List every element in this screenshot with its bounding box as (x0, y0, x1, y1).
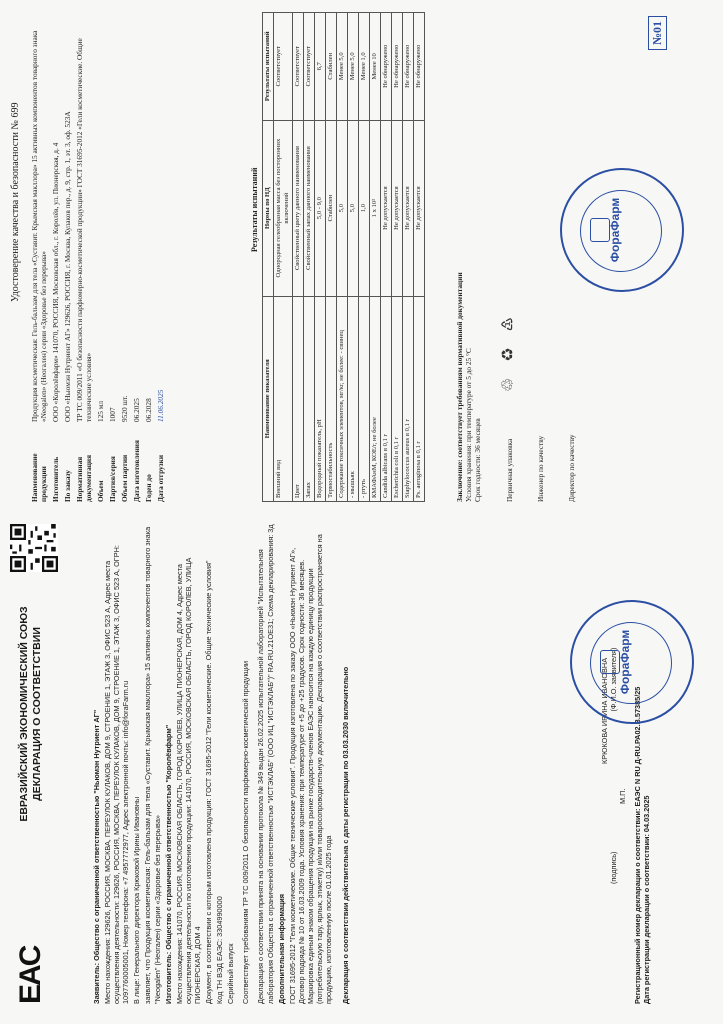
info-value: 125 мл (96, 400, 105, 422)
shelf-life: Срок годности: 36 месяцев (473, 418, 482, 502)
table-row (414, 13, 425, 502)
certificate-info (30, 12, 168, 502)
info-value: ООО «Ньюмэн Нутриент АГ» 129626, РОССИЯ, г. Москва, Кулаков пер., д. 9, стр. 1, эт. 3, оф. 523А (63, 111, 72, 422)
additional-info: ГОСТ 31695-2012 "Гели косметические. Общие технические условия". Продукция изготовлена по заказу ООО «Ньюмэн Нутриент АГ», Договор подряда № 10 от 16.03.2009 года. Условия хранения: при температуре от +5 до +25 градусов. Срок годности: 36 месяцев. Маркировка единым знаком обращения продукции на рынке государств-членов ЕАЭС наносится на каждую единицу продукции (потребительскую тару, ярлык, этикетку) и/или товаросопроводительную документацию. Декларация о соответствии распространяется на продукцию, изготовленную после 01.01.2025 года (287, 534, 334, 1004)
info-value: ТР ТС 009/2011 «О безопасности парфюмерно-косметической продукции» ГОСТ 31695-2012 «Гели косметические. Общие технические условия» (75, 38, 93, 422)
info-label: Объем партии (120, 454, 129, 502)
results-table (262, 12, 425, 502)
company-stamp (570, 600, 694, 724)
stamp-text: ФораФарм (608, 197, 622, 263)
column-header: Нормы по НД (263, 120, 274, 296)
table-cell: Термостабильность (326, 296, 337, 501)
table-cell: 6,7 (315, 13, 326, 121)
storage-conditions: Условия хранения: при температуре от 5 до 25 °С (464, 348, 473, 502)
stamp-text: ФораФарм (618, 629, 632, 695)
info-value: Продукция косметическая: Гель-бальзам для тела «Суставит. Крымская макллора» 15 активных компонентов товарного знака «Neogalen» (Неогален) серии «Здоровье без перерыва» (30, 30, 48, 422)
registration-number: Регистрационный номер декларации о соответствии: ЕАЭС N RU Д-RU.РА02.В.57385/25 (633, 686, 642, 1004)
info-row (63, 12, 72, 502)
table-cell: Соответствует (293, 13, 304, 121)
table-row (315, 13, 326, 502)
signer-name: КРЮКОВА ИРИНА ИВАНОВНА (600, 657, 609, 764)
info-label: Дата отгрузки (156, 454, 165, 502)
info-row (30, 12, 48, 502)
info-row (144, 12, 153, 502)
table-cell: Candida albicans в 0,1 г (381, 296, 392, 501)
table-row (304, 13, 315, 502)
conclusion: Заключение: соответствует требованиям нормативной документации (455, 272, 464, 502)
table-row (293, 13, 304, 502)
additional-title: Дополнительная информация (276, 893, 286, 1004)
info-value: ООО «Королёвфарм» 141070, РОССИЯ, Московская обл., г. Королёв, ул. Пионерская, д. 4 (51, 142, 60, 422)
table-row (274, 13, 293, 502)
eac-mark: EAC (14, 946, 47, 1004)
info-row (51, 12, 60, 502)
info-label: Изготовитель (51, 456, 60, 502)
table-row (348, 13, 359, 502)
table-cell: 5,0 (348, 120, 359, 296)
table-cell: Не допускается (381, 120, 392, 296)
qc-engineer: Инженер по качеству (536, 435, 545, 502)
mp-mark: М.П. (618, 788, 627, 804)
table-cell: 1 х 10² (370, 120, 381, 296)
table-cell: Не обнаружено (403, 13, 414, 121)
info-label: Нормативная документация (75, 454, 93, 502)
document-basis: Документ, в соответствии с которым изготовлена продукция: ГОСТ 31695-2012 "Гели косметические. Общие технические условия" (204, 560, 214, 1004)
table-cell: Водородный показатель, pH (315, 296, 326, 501)
tn-ved-code: Код ТН ВЭД ЕАЭС: 3304990000 (215, 896, 225, 1004)
table-cell: - мышьяк (348, 296, 359, 501)
info-label: Наименование продукции (30, 453, 48, 502)
table-row (392, 13, 403, 502)
table-cell: Менее 5,0 (348, 13, 359, 121)
table-cell: Не обнаружено (414, 13, 425, 121)
info-label: Объем (96, 480, 105, 502)
recycle-icons: ♲ ♻ ♳ (500, 310, 517, 392)
certificate-title: Удостоверение качества и безопасности № 699 (10, 102, 21, 302)
conforms: Соответствует требованиям ТР ТС 009/2011 О безопасности парфюмерно-косметической продукции (241, 661, 251, 1004)
table-row (370, 13, 381, 502)
number-tag: №01 (648, 16, 667, 50)
table-row (403, 13, 414, 502)
represented-by: В лице: Генерального директора Крюковой Ирины Ивановны (132, 796, 142, 1004)
signature-caption: (подпись) (609, 851, 618, 884)
info-label: Годен до (144, 474, 153, 502)
table-cell: Staphylococcus aureus в 0,1 г (403, 296, 414, 501)
table-cell: Свойственный запах данного наименования (304, 120, 315, 296)
signer-caption: (Ф.И.О. заявителя) (609, 647, 618, 712)
table-cell: Менее 5,0 (337, 13, 348, 121)
table-cell: Соответствует (304, 13, 315, 121)
qc-director: Директор по качеству (567, 434, 576, 502)
table-cell: Внешний вид (274, 296, 293, 501)
manufacturer: Изготовитель: Общество с ограниченной ответственностью "Королёвфарм" (163, 724, 173, 1004)
certificate-stamp (560, 168, 684, 292)
qr-code-icon (10, 524, 58, 572)
info-value: 06.2028 (144, 398, 153, 422)
validity: Декларация о соответствии действительна с даты регистрации по 03.03.2030 включительно (341, 666, 351, 1004)
results-body (274, 13, 425, 502)
signature-block (600, 524, 651, 1004)
info-value: 1007 (108, 407, 117, 422)
info-value: 9520 шт. (120, 395, 129, 422)
table-cell: Не обнаружено (392, 13, 403, 121)
info-label: Партия/серия (108, 456, 117, 502)
table-cell: 1,0 (359, 120, 370, 296)
union-name: ЕВРАЗИЙСКИЙ ЭКОНОМИЧЕСКИЙ СОЮЗ (18, 606, 30, 822)
package-label: Первичная упаковка (505, 438, 514, 502)
table-cell: - ртуть (359, 296, 370, 501)
table-cell: Ps. aeruginosa в 0,1 г (414, 296, 425, 501)
table-cell: Не допускается (403, 120, 414, 296)
conclusion-block (455, 12, 482, 502)
declaration-body (92, 524, 352, 1004)
applicant: Заявитель: Общество с ограниченной ответственностью "Ньюмэн Нутриент АГ" (92, 709, 101, 1004)
declaration-panel (0, 512, 723, 1024)
serial-release: Серийный выпуск (226, 943, 236, 1004)
table-cell: Менее 1,0 (359, 13, 370, 121)
info-value: 11.06.2025 (156, 389, 165, 422)
info-value: 06.2025 (132, 398, 141, 422)
table-cell: Не допускается (392, 120, 403, 296)
table-row (337, 13, 348, 502)
info-row (156, 12, 165, 502)
table-cell: Стабилен (326, 13, 337, 121)
table-cell: Свойственный цвету данного наименования (293, 120, 304, 296)
declaration-title: ДЕКЛАРАЦИЯ О СООТВЕТСТВИИ (31, 627, 43, 801)
table-cell: КМАФАнМ, КОЕ/г, не более (370, 296, 381, 501)
table-row (326, 13, 337, 502)
table-header-row (263, 13, 274, 502)
table-cell: Содержание токсичных элементов, мг/кг, не более: - свинец (337, 296, 348, 501)
table-cell: 5,0 - 9,0 (315, 120, 326, 296)
info-row (132, 12, 141, 502)
applicant-address: Место нахождения: 129626, РОССИЯ, МОСКВА, ПЕРЕУЛОК КУЛАКОВ, ДОМ 9, СТРОЕНИЕ 1, ЭТАЖ 3, ОФИС 523 А, Адрес места осуществления деятельности: 129626, РОССИЯ, МОСКВА, ПЕРЕУЛОК КУЛАКОВ, ДОМ 9, СТРОЕНИЕ 1, ЭТАЖ 3, ОФИС 523 А, ОГРН: 1097760005001, Номер телефона: +7 4957772977, Адрес электронной почты: info@foraFarm.ru (103, 545, 131, 1004)
table-cell: Escherichia coli в 0,1 г (392, 296, 403, 501)
manufacturer-address: Место нахождения: 141070, РОССИЯ, МОСКОВСКАЯ ОБЛАСТЬ, ГОРОД КОРОЛЕВ, УЛИЦА ПИОНЕРСКАЯ, ДОМ 4, Адрес места осуществления деятельности по изготовлению продукции: 141070, РОССИЯ, МОСКОВСКАЯ ОБЛАСТЬ, ГОРОД КОРОЛЕВ, УЛИЦА ПИОНЕРСКАЯ, ДОМ 4 (174, 557, 202, 1004)
table-cell: Не обнаружено (381, 13, 392, 121)
stamp-logo-icon (600, 650, 620, 674)
column-header: Наименование показателя (263, 296, 274, 501)
table-row (359, 13, 370, 502)
declaration-header (18, 544, 44, 884)
table-cell: Однородная гелеобразная масса без посторонних включений (274, 120, 293, 296)
results-title: Результаты испытаний (250, 167, 259, 252)
info-label: Дата изготовления (132, 440, 141, 502)
column-header: Результаты испытаний (263, 13, 274, 121)
table-cell: Соответствует (274, 13, 293, 121)
table-cell: Запах (304, 296, 315, 501)
registration-date: Дата регистрации декларации о соответствии: 04.03.2025 (642, 795, 651, 1004)
info-row (96, 12, 105, 502)
basis-protocol: Декларация о соответствии принята на основании протокола № 349 выдан 26.02.2025 испытательной лабораторией "Испытательная лаборатория Общества с ограниченной ответственностью "ИСТЭКЛАБ" (ООО ИЦ "ИСТЭКЛАБ")" RA.RU.21OE31; Схема декларирования: 3д (256, 524, 275, 1004)
table-cell: Стабилен (326, 120, 337, 296)
info-label: По заказу (63, 470, 72, 502)
info-row (108, 12, 117, 502)
stamp-logo-icon (590, 218, 610, 242)
info-row (120, 12, 129, 502)
declares: заявляет, что Продукция косметическая: Гель-бальзам для тела «Суставит. Крымская макллора» 15 активных компонентов товарного знака "Neogalen" (Неогален) серии «Здоровье без перерыва» (143, 526, 162, 1004)
info-row (75, 12, 93, 502)
table-row (381, 13, 392, 502)
table-cell: Не допускается (414, 120, 425, 296)
table-cell: Цвет (293, 296, 304, 501)
table-cell: Менее 10 (370, 13, 381, 121)
table-cell: 5,0 (337, 120, 348, 296)
